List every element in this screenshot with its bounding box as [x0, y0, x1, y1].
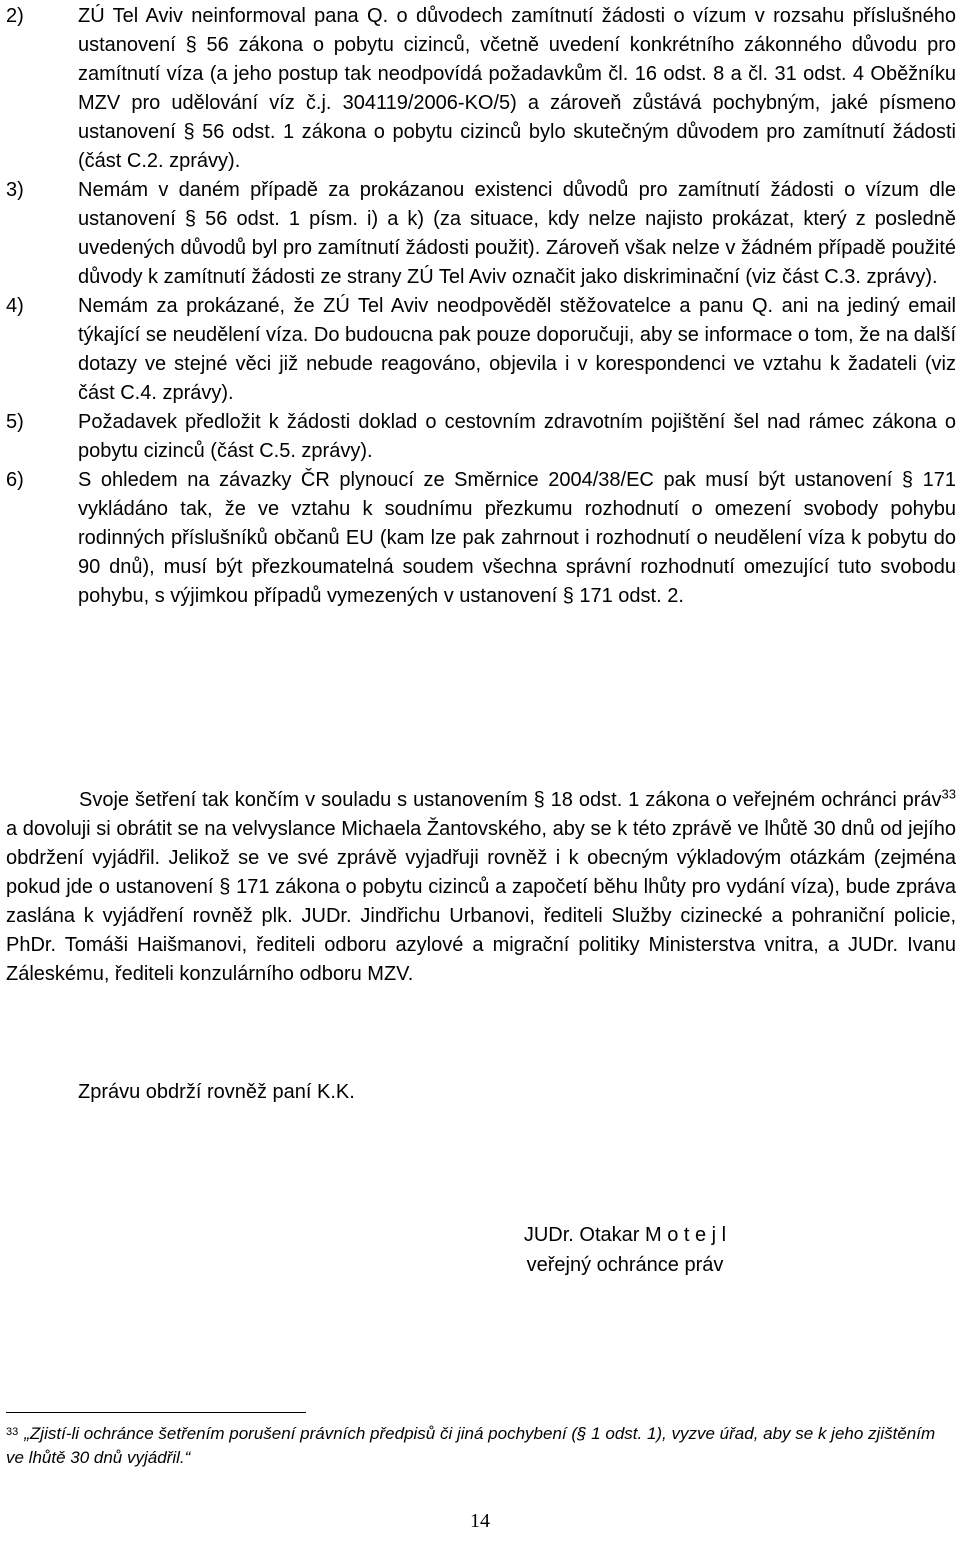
page-number: 14: [470, 1510, 490, 1532]
signatory-title: veřejný ochránce práv: [526, 1254, 724, 1276]
footnote-divider: [6, 1412, 306, 1413]
closing-paragraph: [6, 786, 956, 989]
footnote-number: 33: [6, 1426, 19, 1438]
item-number: 3): [6, 179, 24, 201]
list-item: [0, 466, 960, 611]
item-text: Nemám za prokázané, že ZÚ Tel Aviv neodpověděl stěžovatelce a panu Q. ani na jediný email týkající se neudělení víza. Do budoucna pak pouze doporučuji, aby se informace o tom, že na další dotazy ve stejné věci již nebude reagováno, objevila i v korespondenci ve vztahu k žadateli (viz část C.4. zprávy).: [78, 295, 956, 404]
footnote: [6, 1422, 956, 1470]
cc-line: Zprávu obdrží rovněž paní K.K.: [78, 1081, 355, 1103]
item-number: 6): [6, 469, 24, 491]
item-text: ZÚ Tel Aviv neinformoval pana Q. o důvodech zamítnutí žádosti o vízum v rozsahu příslušného ustanovení § 56 zákona o pobytu cizinců, včetně uvedení konkrétního zákonného důvodu pro zamítnutí víza (a jeho postup tak neodpovídá požadavkům čl. 16 odst. 8 a čl. 31 odst. 4 Oběžníku MZV pro udělování víz č.j. 304119/2006-KO/5) a zároveň zůstává pochybným, jaké písmeno ustanovení § 56 odst. 1 zákona o pobytu cizinců bylo skutečným důvodem pro zamítnutí žádosti (část C.2. zprávy).: [78, 5, 956, 172]
footnote-reference: 33: [941, 786, 956, 802]
item-text: S ohledem na závazky ČR plynoucí ze Směrnice 2004/38/EC pak musí být ustanovení § 171 vykládáno tak, že ve vztahu k soudnímu přezkumu rozhodnutí o omezení svobody pohybu rodinných příslušníků občanů EU (kam lze pak zahrnout i rozhodnutí o neudělení víza k pobytu do 90 dnů), musí být přezkoumatelná soudem všechna správní rozhodnutí omezující tuto svobodu pohybu, s výjimkou případů vymezených v ustanovení § 171 odst. 2.: [78, 469, 956, 607]
list-item: [0, 292, 960, 408]
footnote-text: „Zjistí-li ochránce šetřením porušení právních předpisů či jiná pochybení (§ 1 odst. 1), vyzve úřad, aby se k jeho zjištěním ve lhůtě 30 dnů vyjádřil.“: [6, 1424, 936, 1467]
list-item: [0, 408, 960, 466]
item-number: 2): [6, 5, 24, 27]
item-text: Požadavek předložit k žádosti doklad o cestovním zdravotním pojištění šel nad rámec zákona o pobytu cizinců (část C.5. zprávy).: [78, 411, 956, 462]
list-item: [0, 2, 960, 176]
closing-text-part2: a dovoluji si obrátit se na velvyslance Michaela Žantovského, aby se k této zprávě ve lhůtě 30 dnů od jejího obdržení vyjádřil. Jelikož se ve své zprávě vyjadřuji rovněž i k obecným výkladovým otázkám (zejména pokud jde o ustanovení § 171 zákona o pobytu cizinců a započetí běhu lhůty pro vydání víza), bude zpráva zaslána k vyjádření rovněž plk. JUDr. Jindřichu Urbanovi, řediteli Služby cizinecké a pohraniční policie, PhDr. Tomáši Haišmanovi, řediteli odboru azylové a migrační politiky Ministerstva vnitra, a JUDr. Ivanu Záleskému, řediteli konzulárního odboru MZV.: [6, 818, 956, 985]
closing-text-part1: Svoje šetření tak končím v souladu s ustanovením § 18 odst. 1 zákona o veřejném ochránci práv: [79, 789, 942, 811]
signature-block: [470, 1220, 780, 1280]
item-text: Nemám v daném případě za prokázanou existenci důvodů pro zamítnutí žádosti o vízum dle ustanovení § 56 odst. 1 písm. i) a k) (za situace, kdy nelze najisto prokázat, který z posledně uvedených důvodů byl pro zamítnutí žádosti použit). Zároveň však nelze v žádném případě použité důvody k zamítnutí žádosti ze strany ZÚ Tel Aviv označit jako diskriminační (viz část C.3. zprávy).: [78, 179, 956, 288]
list-item: [0, 176, 960, 292]
item-number: 4): [6, 295, 24, 317]
signatory-name: JUDr. Otakar M o t e j l: [523, 1224, 727, 1246]
item-number: 5): [6, 411, 24, 433]
conclusions-list: [0, 2, 960, 611]
